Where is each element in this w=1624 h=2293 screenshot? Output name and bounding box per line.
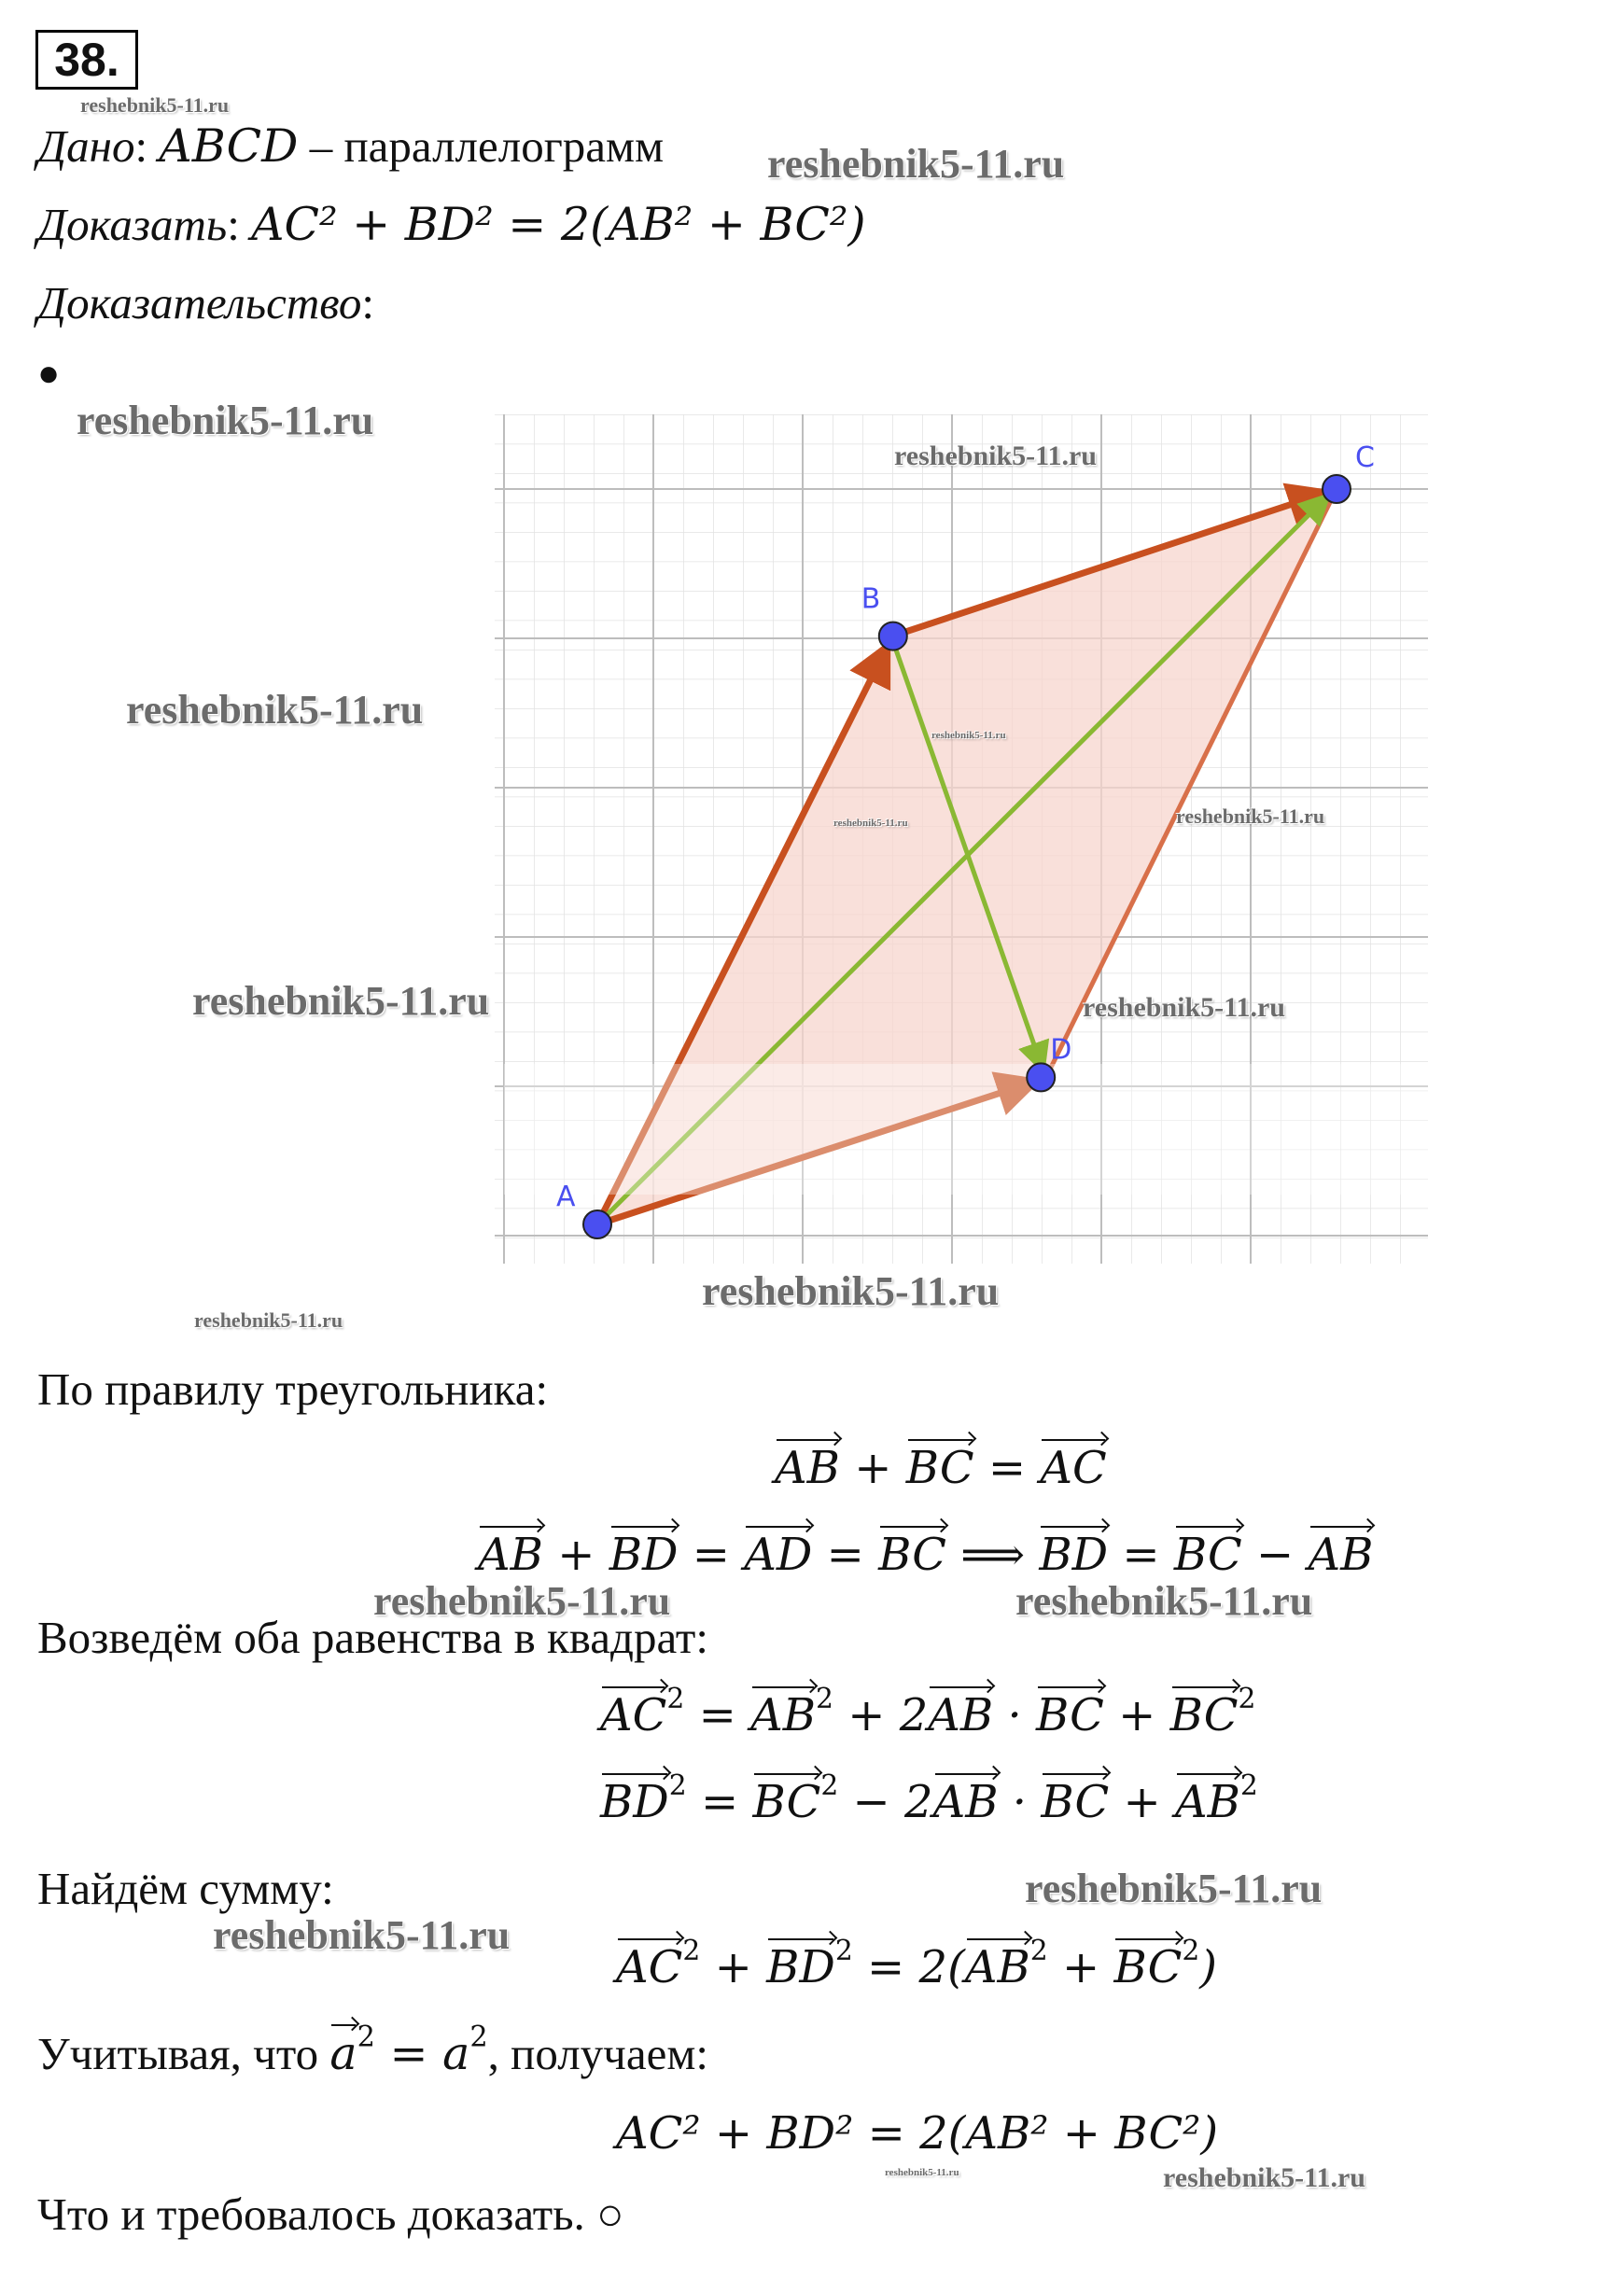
sym-plus: + <box>847 1689 886 1741</box>
vec-ab: AB <box>1174 1776 1240 1828</box>
given-line <box>37 119 664 173</box>
prove-label: Доказать <box>37 199 228 250</box>
sym-eq: = <box>389 2027 428 2080</box>
point-label-a: A <box>556 1181 576 1213</box>
equation-3 <box>600 1683 1256 1741</box>
vec-bd: BD <box>766 1941 835 1993</box>
sup: 2 <box>469 2020 488 2054</box>
sym-minus: − <box>1256 1529 1295 1581</box>
paren-right: ) <box>1199 1941 1217 1993</box>
vec-bd: BD <box>609 1529 679 1581</box>
given-figure: ABCD <box>159 119 299 173</box>
bullet: ● <box>37 352 61 394</box>
watermark: reshebnik5-11.ru <box>213 1912 511 1958</box>
vec-bd: BD <box>600 1776 669 1828</box>
vec-ab: AB <box>964 1941 1030 1993</box>
vec-ad: AD <box>744 1529 813 1581</box>
watermark: reshebnik5-11.ru <box>192 978 490 1024</box>
sym-plus: + <box>854 1442 892 1494</box>
vec-bc: BC <box>878 1529 946 1581</box>
sym-plus: + <box>1123 1776 1161 1828</box>
coef-two: 2 <box>904 1776 933 1828</box>
sup: 2 <box>1239 1769 1258 1803</box>
equation-4 <box>600 1769 1258 1828</box>
given-label: Дано <box>37 120 135 172</box>
sup: 2 <box>820 1769 839 1803</box>
watermark: reshebnik5-11.ru <box>373 1578 671 1624</box>
watermark: reshebnik5-11.ru <box>77 398 374 443</box>
watermark: reshebnik5-11.ru <box>833 818 908 829</box>
proof-label: Доказательство <box>37 277 362 329</box>
sup: 2 <box>1238 1683 1256 1716</box>
sup: 2 <box>816 1683 833 1716</box>
vec-bc: BC <box>752 1776 821 1828</box>
point-c <box>1323 475 1351 503</box>
given-that-post: , получаем: <box>487 2028 708 2079</box>
sup: 2 <box>666 1683 685 1716</box>
given-colon: : <box>134 120 160 172</box>
watermark: reshebnik5-11.ru <box>894 440 1097 471</box>
point-a <box>583 1210 611 1238</box>
watermark: reshebnik5-11.ru <box>126 687 424 733</box>
vec-ac: AC <box>616 1941 683 1993</box>
given-that-line <box>37 2020 708 2080</box>
watermark: reshebnik5-11.ru <box>1176 804 1325 828</box>
point-label-c: C <box>1355 441 1375 474</box>
watermark: reshebnik5-11.ru <box>1015 1578 1313 1624</box>
sym-eq: = <box>867 1941 905 1993</box>
prove-line <box>37 198 866 251</box>
sym-plus: + <box>1118 1689 1156 1741</box>
faded-band <box>504 1064 1428 1195</box>
sup: 2 <box>682 1935 701 1968</box>
sym-dot: · <box>1007 1689 1022 1741</box>
vec-bc: BC <box>1113 1941 1183 1993</box>
watermark: reshebnik5-11.ru <box>931 730 1006 741</box>
square-both-text: Возведём оба равенства в квадрат: <box>37 1612 708 1663</box>
equation-2 <box>478 1529 1373 1581</box>
given-rest: – параллелограмм <box>298 120 665 172</box>
parallelogram-diagram <box>485 411 1437 1269</box>
problem-number: 38. <box>35 30 138 90</box>
paren-left: ( <box>947 1941 965 1993</box>
vec-bd: BD <box>1039 1529 1109 1581</box>
vec-ab: AB <box>1308 1529 1374 1581</box>
sym-eq: = <box>1122 1529 1160 1581</box>
sup: 2 <box>1029 1935 1048 1968</box>
point-label-d: D <box>1050 1033 1072 1067</box>
sym-eq: = <box>698 1689 736 1741</box>
vec-ab: AB <box>750 1689 817 1741</box>
sym-plus: + <box>557 1529 595 1581</box>
find-sum-text: Найдём сумму: <box>37 1863 334 1914</box>
sup: 2 <box>357 2020 375 2054</box>
vec-ac: AC <box>600 1689 667 1741</box>
vec-bc: BC <box>1169 1689 1239 1741</box>
vec-ab: AB <box>932 1776 999 1828</box>
watermark: reshebnik5-11.ru <box>194 1308 343 1332</box>
coef-two: 2 <box>918 1941 948 1993</box>
sym-minus: − <box>852 1776 890 1828</box>
prove-formula: AC² + BD² = 2(AB² + BC²) <box>251 198 866 251</box>
vec-bc: BC <box>1173 1529 1242 1581</box>
point-b <box>879 622 907 650</box>
watermark: reshebnik5-11.ru <box>1083 992 1285 1023</box>
watermark: reshebnik5-11.ru <box>702 1268 1000 1314</box>
vec-ab: AB <box>775 1442 840 1494</box>
sym-plus: + <box>1061 1941 1100 1993</box>
given-that-pre: Учитывая, что <box>37 2028 330 2079</box>
sym-eq: = <box>987 1442 1027 1494</box>
sym-implies: ⟹ <box>960 1529 1026 1581</box>
watermark: reshebnik5-11.ru <box>885 2167 959 2178</box>
sym-plus: + <box>714 1941 752 1993</box>
point-label-b: B <box>861 582 881 616</box>
sup: 2 <box>834 1935 853 1968</box>
watermark: reshebnik5-11.ru <box>767 141 1065 187</box>
vec-bc: BC <box>1035 1689 1104 1741</box>
coef-two: 2 <box>899 1689 929 1741</box>
vec-bc: BC <box>905 1442 974 1494</box>
watermark: reshebnik5-11.ru <box>80 93 230 117</box>
prove-colon: : <box>227 199 252 250</box>
sym-dot: · <box>1012 1776 1028 1828</box>
watermark: reshebnik5-11.ru <box>1163 2162 1365 2193</box>
proof-colon: : <box>361 277 374 329</box>
sup: 2 <box>668 1769 687 1803</box>
conclusion-text: Что и требовалось доказать. ○ <box>37 2188 624 2240</box>
sym-eq: = <box>826 1529 864 1581</box>
equation-5 <box>616 1935 1217 1993</box>
sup: 2 <box>1182 1935 1200 1968</box>
proof-line <box>37 276 374 329</box>
sym-eq: = <box>692 1529 730 1581</box>
vec-ac: AC <box>1040 1442 1107 1494</box>
vec-ab: AB <box>928 1689 994 1741</box>
sym-eq: = <box>700 1776 739 1828</box>
scalar-a: a <box>442 2027 470 2080</box>
triangle-rule-text: По правилу треугольника: <box>37 1363 549 1415</box>
vec-bc: BC <box>1041 1776 1110 1828</box>
point-d <box>1027 1063 1055 1091</box>
equation-1 <box>775 1442 1107 1494</box>
vec-a: a <box>329 2027 357 2080</box>
final-equation: AC² + BD² = 2(AB² + BC²) <box>616 2107 1219 2160</box>
vec-ab: AB <box>478 1529 543 1581</box>
watermark: reshebnik5-11.ru <box>1025 1866 1323 1911</box>
